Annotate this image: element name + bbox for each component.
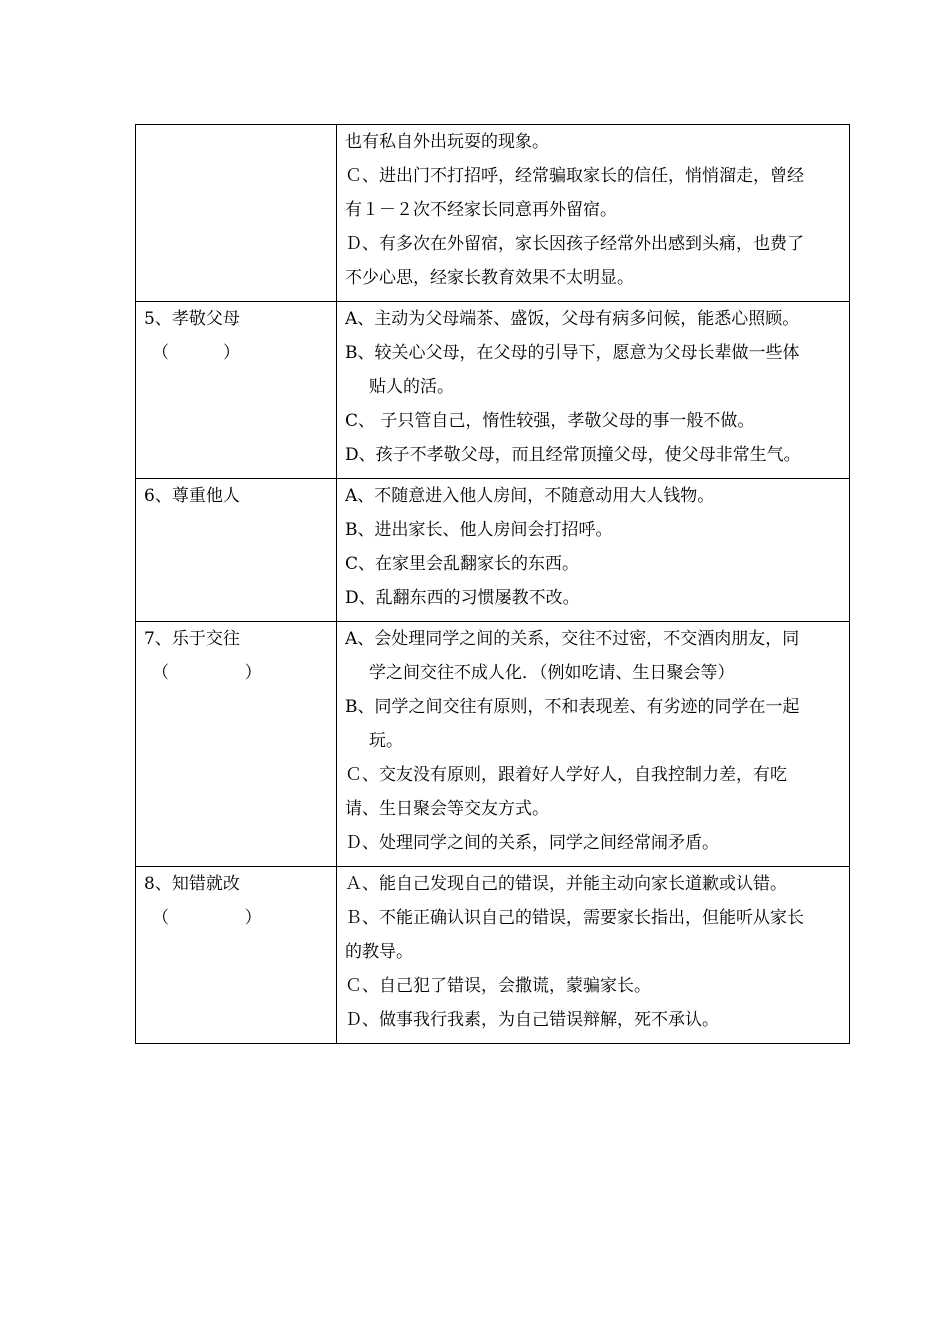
cell-padding xyxy=(337,295,849,301)
answer-blank[interactable]: （ ） xyxy=(152,663,262,683)
options-cell xyxy=(337,302,850,479)
table-row xyxy=(136,125,850,302)
evaluation-table-body xyxy=(136,125,850,1044)
option-text: B、同学之间交往有原则，不和表现差、有劣迹的同学在一起 xyxy=(345,697,800,717)
cell-padding xyxy=(337,1037,849,1043)
option-text: A、不随意进入他人房间，不随意动用大人钱物。 xyxy=(345,486,715,506)
option-text: Ｄ、处理同学之间的关系，同学之间经常闹矛盾。 xyxy=(345,833,719,853)
cell-padding xyxy=(337,615,849,621)
criterion-cell xyxy=(136,867,337,1044)
option-text: Ｃ、交友没有原则，跟着好人学好人，自我控制力差，有吃 xyxy=(345,765,787,785)
option-text: D、孩子不孝敬父母，而且经常顶撞父母，使父母非常生气。 xyxy=(345,445,801,465)
cell-padding xyxy=(337,472,849,478)
table-row xyxy=(136,302,850,479)
table-row xyxy=(136,479,850,622)
criterion-cell xyxy=(136,125,337,302)
option-text: D、乱翻东西的习惯屡教不改。 xyxy=(345,588,580,608)
option-text: Ｂ、不能正确认识自己的错误，需要家长指出，但能听从家长 xyxy=(345,908,804,928)
criterion-label: 8、知错就改 xyxy=(144,874,240,894)
answer-blank[interactable]: （ ） xyxy=(152,908,262,928)
option-text-continued: 玩。 xyxy=(369,731,403,751)
criterion-cell xyxy=(136,479,337,622)
criterion-cell xyxy=(136,302,337,479)
option-text: Ｄ、做事我行我素，为自己错误辩解，死不承认。 xyxy=(345,1010,719,1030)
criterion-label: 7、乐于交往 xyxy=(144,629,240,649)
options-cell xyxy=(337,479,850,622)
option-text: B、较关心父母，在父母的引导下，愿意为父母长辈做一些体 xyxy=(345,343,800,363)
criterion-cell xyxy=(136,622,337,867)
option-text: 请、生日聚会等交友方式。 xyxy=(345,799,549,819)
cell-padding xyxy=(337,860,849,866)
option-text-continued: 学之间交往不成人化．（例如吃请、生日聚会等） xyxy=(369,663,735,683)
option-text: Ｃ、进出门不打招呼，经常骗取家长的信任，悄悄溜走，曾经 xyxy=(345,166,804,186)
option-text: A、会处理同学之间的关系，交往不过密，不交酒肉朋友，同 xyxy=(345,629,800,649)
option-text: 也有私自外出玩耍的现象。 xyxy=(345,132,549,152)
option-text: B、进出家长、他人房间会打招呼。 xyxy=(345,520,613,540)
criterion-label: 6、尊重他人 xyxy=(144,486,240,506)
answer-blank[interactable]: （ ） xyxy=(152,343,241,363)
options-cell xyxy=(337,622,850,867)
option-text: C、在家里会乱翻家长的东西。 xyxy=(345,554,580,574)
option-text: Ｃ、自己犯了错误，会撒谎，蒙骗家长。 xyxy=(345,976,651,996)
option-text: Ｄ、有多次在外留宿，家长因孩子经常外出感到头痛，也费了 xyxy=(345,234,804,254)
evaluation-table xyxy=(135,124,850,1044)
option-text: C、 子只管自己，惰性较强，孝敬父母的事一般不做。 xyxy=(345,411,755,431)
criterion-label: 5、孝敬父母 xyxy=(144,309,240,329)
table-row xyxy=(136,867,850,1044)
option-text: 有１－２次不经家长同意再外留宿。 xyxy=(345,200,617,220)
option-text: A、主动为父母端茶、盛饭，父母有病多问候，能悉心照顾。 xyxy=(345,309,800,329)
option-text-continued: 贴人的活。 xyxy=(369,377,454,397)
table-row xyxy=(136,622,850,867)
option-text: 不少心思，经家长教育效果不太明显。 xyxy=(345,268,634,288)
options-cell xyxy=(337,125,850,302)
option-text: Ａ、能自己发现自己的错误，并能主动向家长道歉或认错。 xyxy=(345,874,787,894)
option-text: 的教导。 xyxy=(345,942,413,962)
options-cell xyxy=(337,867,850,1044)
